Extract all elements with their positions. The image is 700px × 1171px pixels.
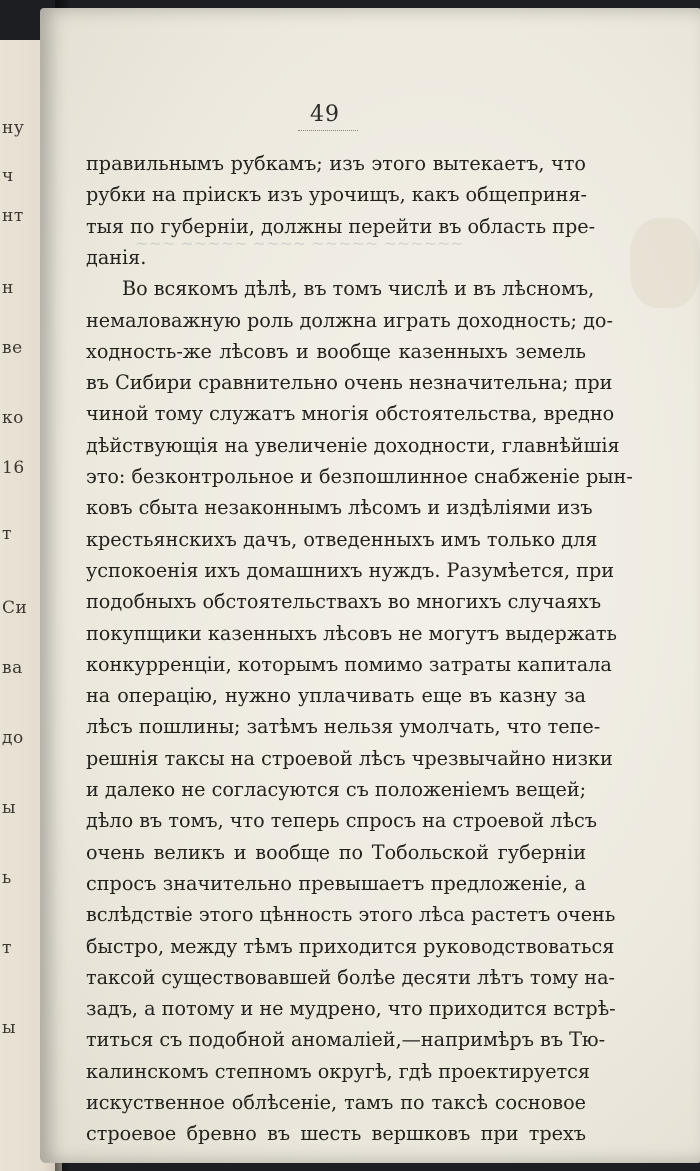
text-line: калинскомъ степномъ округѣ, гдѣ проектируется — [86, 1059, 591, 1083]
text-line: немаловажную роль должна играть доходность; до- — [86, 308, 613, 332]
left-page-fragment: н — [2, 278, 14, 298]
paper-stain — [630, 218, 700, 308]
text-line: вслѣдствiе этого цѣнность этого лѣса растетъ очень — [86, 903, 616, 927]
text-line: тыя по губернiи, должны перейти въ область пре- — [86, 214, 596, 238]
text-line: чиной тому служатъ многiя обстоятельства, вредно — [86, 402, 615, 426]
left-page-fragment: т — [2, 524, 12, 544]
text-line: дѣло въ томъ, что теперь спросъ на строевой лѣсъ — [86, 809, 597, 833]
text-line: крестьянскихъ дачъ, отведенныхъ имъ только для — [86, 527, 598, 551]
left-page-fragment: Си — [2, 598, 28, 618]
left-page-fragment: нт — [2, 206, 24, 226]
text-line: на операцiю, нужно уплачивать еще въ казну за — [86, 684, 586, 708]
text-line: задъ, а потому и не мудрено, что приходится встрѣ- — [86, 997, 616, 1021]
text-line: очень великъ и вообще по Тобольской губернiи — [86, 840, 586, 864]
text-line: правильнымъ рубкамъ; изъ этого вытекаетъ, что — [86, 152, 586, 175]
text-line: искуственное облѣсенiе, тамъ по таксѣ сосновое — [86, 1091, 586, 1114]
left-page-fragment: ь — [2, 868, 12, 888]
text-line: дѣйствующiя на увеличенiе доходности, главнѣйшiя — [86, 433, 620, 457]
text-line: рубки на прiискъ изъ урочищъ, какъ общеприня- — [86, 183, 588, 207]
text-line: быстро, между тѣмъ приходится руководствоваться — [86, 934, 615, 958]
text-line: подобныхъ обстоятельствахъ во многихъ случаяхъ — [86, 590, 602, 614]
text-line: лѣсъ пошлины; затѣмъ нельзя умолчать, что тепе- — [86, 715, 601, 739]
text-line: въ Сибири сравнительно очень незначительна; при — [86, 371, 613, 395]
text-line: успокоенiя ихъ домашнихъ нуждъ. Разумѣется, при — [86, 558, 615, 582]
left-page-fragment: ко — [2, 408, 24, 428]
text-line: Во всякомъ дѣлѣ, въ томъ числѣ и въ лѣсномъ, — [122, 277, 595, 301]
page-number: 49 — [310, 102, 340, 127]
text-line: ходность-же лѣсовъ и вообще казенныхъ земель — [86, 339, 586, 363]
bleed-through-text: ~~~ ~~~~~ ~~~~ ~~~~~ ~~~~~~ — [135, 234, 464, 253]
text-line: конкурренцiи, которымъ помимо затраты капитала — [86, 652, 612, 676]
left-page-fragment: 16 — [2, 458, 25, 478]
text-line: спросъ значительно превышаетъ предложенiе, а — [86, 871, 586, 895]
text-line: это: безконтрольное и безпошлинное снабженiе рын- — [86, 465, 633, 488]
text-line: и далеко не согласуются съ положенiемъ вещей; — [86, 778, 587, 801]
text-line: данiя. — [86, 245, 147, 269]
left-page-fragment: ну — [2, 118, 25, 138]
left-page-fragment: ч — [2, 166, 14, 186]
left-page-fragment: ве — [2, 338, 23, 358]
header-rule — [298, 130, 358, 132]
text-line: покупщики казенныхъ лѣсовъ не могутъ выдержать — [86, 621, 617, 645]
left-page-fragment: ы — [2, 798, 17, 818]
text-line: строевое бревно въ шесть вершковъ при трехъ — [86, 1122, 586, 1146]
book-page — [40, 8, 700, 1163]
left-page-fragment: вa — [2, 658, 23, 678]
left-page-fragment: ы — [2, 1018, 17, 1038]
text-line: ковъ сбыта незаконнымъ лѣсомъ и издѣлiями изъ — [86, 496, 593, 520]
left-page-fragment: до — [2, 728, 24, 748]
text-line: решнiя таксы на строевой лѣсъ чрезвычайно низки — [86, 746, 613, 770]
left-page-fragment: т — [2, 938, 12, 958]
text-line: титься съ подобной аномалiей,—напримѣръ въ Тю- — [86, 1028, 606, 1052]
text-line: таксой существовавшей болѣе десяти лѣтъ тому на- — [86, 965, 616, 989]
